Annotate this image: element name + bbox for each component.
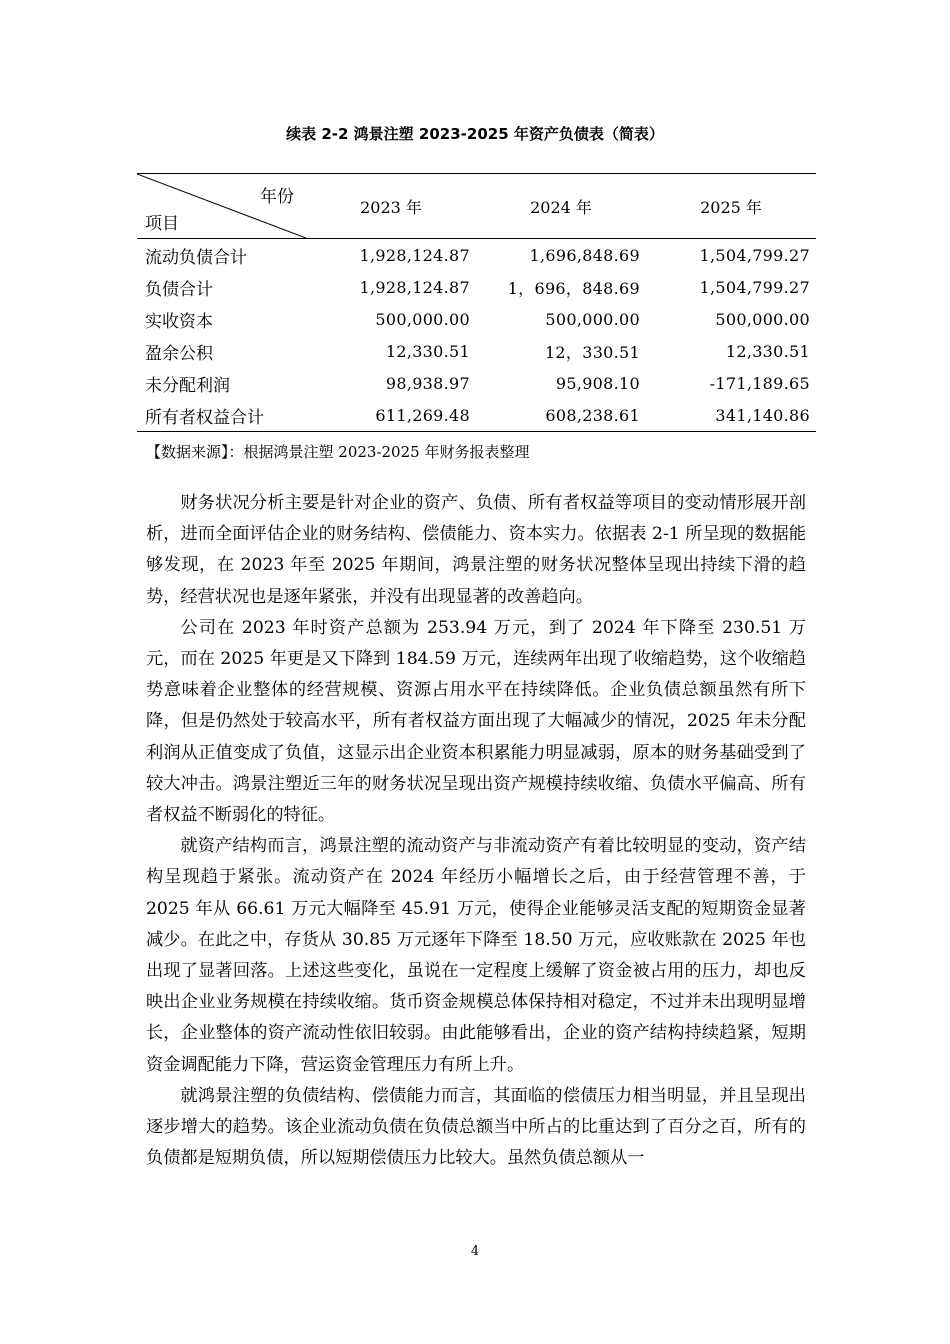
row-label: 实收资本	[145, 311, 213, 332]
table-row	[137, 239, 816, 272]
diagonal-header-cell	[137, 174, 306, 239]
cell-value: 1,504,799.27	[699, 277, 810, 297]
cell-value: 1,696,848.69	[529, 245, 640, 265]
cell-value: 95,908.10	[555, 373, 640, 393]
header-item-label: 项目	[145, 214, 179, 234]
table-row	[137, 399, 816, 432]
paragraph: 公司在 2023 年时资产总额为 253.94 万元，到了 2024 年下降至 230.51 万元，而在 2025 年更是又下降到 184.59 万元，连续两年出现了收缩趋势，这个收缩趋势意味着企业整体的经营规模、资源占用水平在持续降低。企业负债总额虽然有所下降，但是仍然处于较高水平，所有者权益方面出现了大幅减少的情况，2025 年未分配利润从正值变成了负值，这显示出企业资本积累能力明显减弱，原本的财务基础受到了较大冲击。鸿景注塑近三年的财务状况呈现出资产规模持续收缩、负债水平偏高、所有者权益不断弱化的特征。	[146, 617, 806, 826]
paragraph: 财务状况分析主要是针对企业的资产、负债、所有者权益等项目的变动情形展开剖析，进而全面评估企业的财务结构、偿债能力、资本实力。依据表 2-1 所呈现的数据能够发现，在 2023 年至 2025 年期间，鸿景注塑的财务状况整体呈现出持续下滑的趋势，经营状况也是逐年紧张，并没有出现显著的改善趋向。	[146, 493, 806, 607]
cell-value: 1,928,124.87	[359, 245, 470, 265]
page-number: 4	[470, 1244, 480, 1259]
row-label: 负债合计	[145, 279, 213, 300]
cell-value: 1,928,124.87	[359, 277, 470, 297]
row-label: 未分配利润	[145, 375, 230, 396]
cell-value: 12,330.51	[385, 341, 470, 361]
row-label: 盈余公积	[145, 343, 213, 364]
cell-value: 1，696，848.69	[507, 278, 640, 298]
cell-value: -171,189.65	[709, 373, 810, 393]
paragraph: 就鸿景注塑的负债结构、偿债能力而言，其面临的偿债压力相当明显，并且呈现出逐步增大的趋势。该企业流动负债在负债总额当中所占的比重达到了百分之百，所有的负债都是短期负债，所以短期偿债压力比较大。虽然负债总额从一	[146, 1085, 806, 1169]
table-row	[137, 335, 816, 367]
year-header-2023: 2023 年	[306, 174, 476, 239]
table-row	[137, 303, 816, 335]
cell-value: 1,504,799.27	[699, 245, 810, 265]
header-year-label: 年份	[260, 187, 294, 207]
year-header-2025: 2025 年	[646, 174, 816, 239]
paragraph: 就资产结构而言，鸿景注塑的流动资产与非流动资产有着比较明显的变动，资产结构呈现趋于紧张。流动资产在 2024 年经历小幅增长之后，由于经营管理不善，于 2025 年从 66.61 万元大幅降至 45.91 万元，使得企业能够灵活支配的短期资金显著减少。在此之中，存货从 30.85 万元逐年下降至 18.50 万元，应收账款在 2025 年也出现了显著回落。上述这些变化，虽说在一定程度上缓解了资金被占用的压力，却也反映出企业业务规模在持续收缩。货币资金规模总体保持相对稳定，不过并未出现明显增长，企业整体的资产流动性依旧较弱。由此能够看出，企业的资产结构持续趋紧，短期资金调配能力下降，营运资金管理压力有所上升。	[146, 836, 806, 1075]
cell-value: 611,269.48	[375, 405, 470, 425]
table-header-row	[137, 174, 816, 239]
table-row	[137, 367, 816, 399]
year-header-2024: 2024 年	[476, 174, 646, 239]
cell-value: 12,330.51	[725, 341, 810, 361]
cell-value: 608,238.61	[545, 405, 640, 425]
row-label: 流动负债合计	[145, 247, 247, 268]
table-caption: 续表 2-2 鸿景注塑 2023-2025 年资产负债表（简表）	[286, 125, 664, 143]
cell-value: 500,000.00	[375, 309, 470, 329]
body-text	[146, 488, 806, 1174]
cell-value: 341,140.86	[715, 405, 810, 425]
balance-sheet-table	[137, 173, 816, 432]
table-row	[137, 271, 816, 303]
row-label: 所有者权益合计	[145, 407, 264, 428]
cell-value: 500,000.00	[715, 309, 810, 329]
cell-value: 12，330.51	[544, 342, 640, 362]
cell-value: 98,938.97	[385, 373, 470, 393]
data-source-note: 【数据来源】：根据鸿景注塑 2023-2025 年财务报表整理	[146, 443, 530, 461]
cell-value: 500,000.00	[545, 309, 640, 329]
